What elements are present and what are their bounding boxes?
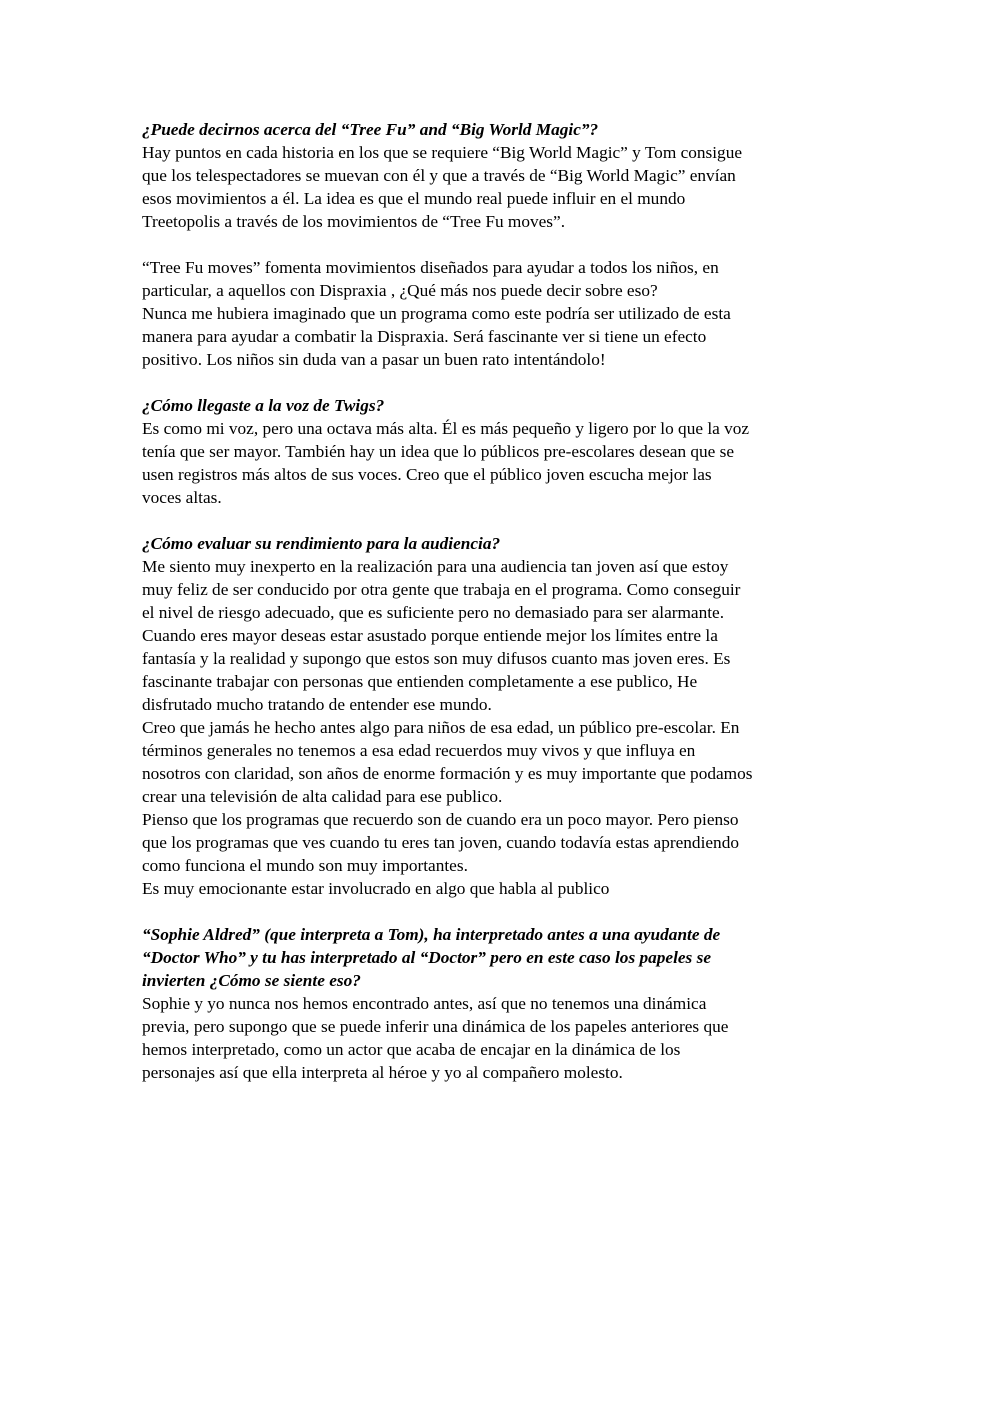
answer-line: Es como mi voz, pero una octava más alta. Él es más pequeño y ligero por lo que la voz (142, 419, 750, 438)
document-page (142, 118, 854, 1107)
answer-line: Sophie y yo nunca nos hemos encontrado antes, así que no tenemos una dinámica (142, 994, 707, 1013)
answer-line: fantasía y la realidad y supongo que estos son muy difusos cuanto mas joven eres. Es (142, 649, 731, 668)
answer-line: muy feliz de ser conducido por otra gente que trabaja en el programa. Como conseguir (142, 580, 741, 599)
answer-line: crear una televisión de alta calidad para ese publico. (142, 787, 503, 806)
question-line: ¿Cómo evaluar su rendimiento para la audiencia? (142, 534, 501, 553)
answer-line: Me siento muy inexperto en la realización para una audiencia tan joven así que estoy (142, 557, 729, 576)
answer-line: positivo. Los niños sin duda van a pasar un buen rato intentándolo! (142, 350, 606, 369)
answer-line: fascinante trabajar con personas que entienden completamente a ese publico, He (142, 672, 698, 691)
interview-block-audience (142, 532, 854, 900)
answer-line: Es muy emocionante estar involucrado en algo que habla al publico (142, 879, 610, 898)
answer-line: personajes así que ella interpreta al héroe y yo al compañero molesto. (142, 1063, 623, 1082)
answer-line: Pienso que los programas que recuerdo son de cuando era un poco mayor. Pero pienso (142, 810, 739, 829)
question-line: ¿Puede decirnos acerca del “Tree Fu” and “Big World Magic”? (142, 120, 599, 139)
answer-line: esos movimientos a él. La idea es que el mundo real puede influir en el mundo (142, 189, 686, 208)
answer-line: tenía que ser mayor. También hay un idea que lo públicos pre-escolares desean que se (142, 442, 735, 461)
answer-line: disfrutado mucho tratando de entender ese mundo. (142, 695, 492, 714)
question-line: invierten ¿Cómo se siente eso? (142, 971, 361, 990)
answer-line: voces altas. (142, 488, 222, 507)
answer-line: el nivel de riesgo adecuado, que es suficiente pero no demasiado para ser alarmante. (142, 603, 725, 622)
answer-line: que los programas que ves cuando tu eres tan joven, cuando todavía estas aprendiendo (142, 833, 739, 852)
answer-line: que los telespectadores se muevan con él y que a través de “Big World Magic” envían (142, 166, 736, 185)
interview-block-twigs-voice (142, 394, 854, 509)
answer-line: manera para ayudar a combatir la Dispraxia. Será fascinante ver si tiene un efecto (142, 327, 707, 346)
question-line: “Doctor Who” y tu has interpretado al “Doctor” pero en este caso los papeles se (142, 948, 711, 967)
answer-line: nosotros con claridad, son años de enorme formación y es muy importante que podamos (142, 764, 753, 783)
interview-block-sophie-aldred (142, 923, 854, 1084)
answer-line: Creo que jamás he hecho antes algo para niños de esa edad, un público pre-escolar. En (142, 718, 740, 737)
answer-line: usen registros más altos de sus voces. Creo que el público joven escucha mejor las (142, 465, 712, 484)
answer-line: “Tree Fu moves” fomenta movimientos diseñados para ayudar a todos los niños, en (142, 258, 719, 277)
answer-line: hemos interpretado, como un actor que acaba de encajar en la dinámica de los (142, 1040, 681, 1059)
question-line: “Sophie Aldred” (que interpreta a Tom), ha interpretado antes a una ayudante de (142, 925, 721, 944)
answer-line: particular, a aquellos con Dispraxia , ¿Qué más nos puede decir sobre eso? (142, 281, 658, 300)
answer-line: Treetopolis a través de los movimientos de “Tree Fu moves”. (142, 212, 566, 231)
answer-line: como funciona el mundo son muy importantes. (142, 856, 468, 875)
answer-line: Hay puntos en cada historia en los que se requiere “Big World Magic” y Tom consigue (142, 143, 743, 162)
answer-line: Nunca me hubiera imaginado que un programa como este podría ser utilizado de esta (142, 304, 731, 323)
interview-block-dispraxia (142, 256, 854, 371)
interview-block-tree-fu (142, 118, 854, 233)
answer-line: términos generales no tenemos a esa edad recuerdos muy vivos y que influya en (142, 741, 696, 760)
answer-line: Cuando eres mayor deseas estar asustado porque entiende mejor los límites entre la (142, 626, 718, 645)
answer-line: previa, pero supongo que se puede inferir una dinámica de los papeles anteriores que (142, 1017, 729, 1036)
question-line: ¿Cómo llegaste a la voz de Twigs? (142, 396, 385, 415)
